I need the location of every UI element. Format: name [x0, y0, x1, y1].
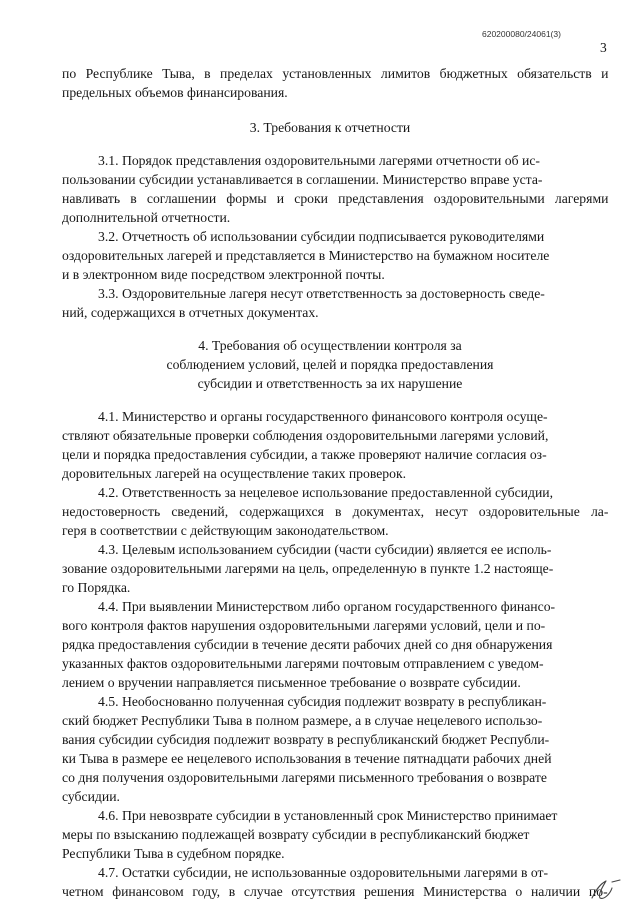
- section-3-heading: 3. Требования к отчетности: [249, 120, 411, 135]
- body-text-line: ки Тыва в размере ее нецелевого использования в течение пятнадцати рабочих дней: [62, 751, 552, 766]
- body-text-line: го Порядка.: [62, 580, 131, 595]
- body-text-line: со дня получения оздоровительными лагерями письменного требования о возврате: [62, 770, 547, 785]
- body-text-line: 4.1. Министерство и органы государственного финансового контроля осуще-: [98, 409, 548, 424]
- body-text-line: дополнительной отчетности.: [62, 210, 231, 225]
- body-text-line: лением о вручении направляется письменное требование о возврате субсидии.: [62, 675, 521, 690]
- body-text-line: 4.4. При выявлении Министерством либо органом государственного финансо-: [98, 599, 556, 614]
- body-text-line: вого контроля фактов нарушения оздоровительными лагерями условий, цели и по-: [62, 618, 546, 633]
- body-text-line: 4.6. При невозврате субсидии в установленный срок Министерство принимает: [98, 808, 558, 823]
- body-text-line: четном финансовом году, в случае отсутствия решения Министерства о наличии по-: [62, 884, 608, 899]
- body-text-line: по Республике Тыва, в пределах установленных лимитов бюджетных обязательств и: [62, 66, 609, 81]
- body-text-line: Республики Тыва в судебном порядке.: [62, 846, 285, 861]
- body-text-line: пользовании субсидии устанавливается в соглашении. Министерство вправе уста-: [62, 172, 543, 187]
- handwritten-mark-icon: [586, 876, 626, 902]
- body-text-line: навливать в соглашении формы и сроки представления оздоровительными лагерями: [62, 191, 609, 206]
- body-text-line: 3.3. Оздоровительные лагеря несут ответственность за достоверность сведе-: [98, 286, 545, 301]
- body-text-line: предельных объемов финансирования.: [62, 85, 288, 100]
- body-text-line: рядка предоставления субсидии в течение десяти рабочих дней со дня обнаружения: [62, 637, 553, 652]
- body-text-line: ний, содержащихся в отчетных документах.: [62, 305, 319, 320]
- body-text-line: геря в соответствии с действующим законодательством.: [62, 523, 389, 538]
- section-4-heading-line: соблюдением условий, целей и порядка предоставления: [166, 357, 494, 372]
- body-text-line: субсидии.: [62, 789, 120, 804]
- section-4-heading-line: субсидии и ответственность за их нарушение: [197, 376, 463, 391]
- body-text-line: ствляют обязательные проверки соблюдения оздоровительными лагерями условий,: [62, 428, 549, 443]
- body-text-line: 3.1. Порядок представления оздоровительными лагерями отчетности об ис-: [98, 153, 540, 168]
- body-text-line: оздоровительных лагерей и представляется в Министерство на бумажном носителе: [62, 248, 550, 263]
- body-text-line: 4.2. Ответственность за нецелевое использование предоставленной субсидии,: [98, 485, 554, 500]
- document-code: 620200080/24061(3): [482, 29, 561, 39]
- body-text-line: недостоверность сведений, содержащихся в документах, несут оздоровительные ла-: [62, 504, 609, 519]
- body-text-line: 4.3. Целевым использованием субсидии (части субсидии) является ее исполь-: [98, 542, 552, 557]
- body-text-line: цели и порядка предоставления субсидии, а также проверяют наличие согласия оз-: [62, 447, 547, 462]
- body-text-line: доровительных лагерей на осуществление таких проверок.: [62, 466, 407, 481]
- body-text-line: 3.2. Отчетность об использовании субсидии подписывается руководителями: [98, 229, 545, 244]
- page-number: 3: [600, 40, 607, 55]
- body-text-line: меры по взысканию подлежащей возврату субсидии в республиканский бюджет: [62, 827, 530, 842]
- body-text-line: вания субсидии субсидия подлежит возврату в республиканский бюджет Республи-: [62, 732, 550, 747]
- body-text-line: указанных фактов оздоровительными лагерями почтовым отправлением с уведом-: [62, 656, 544, 671]
- body-text-line: 4.5. Необоснованно полученная субсидия подлежит возврату в республикан-: [98, 694, 547, 709]
- body-text-line: зование оздоровительными лагерями на цель, определенную в пункте 1.2 настояще-: [62, 561, 554, 576]
- body-text-line: ский бюджет Республики Тыва в полном размере, а в случае нецелевого использо-: [62, 713, 543, 728]
- body-text-line: 4.7. Остатки субсидии, не использованные оздоровительными лагерями в от-: [98, 865, 549, 880]
- body-text-line: и в электронном виде посредством электронной почты.: [62, 267, 385, 282]
- section-4-heading-line: 4. Требования об осуществлении контроля за: [198, 338, 462, 353]
